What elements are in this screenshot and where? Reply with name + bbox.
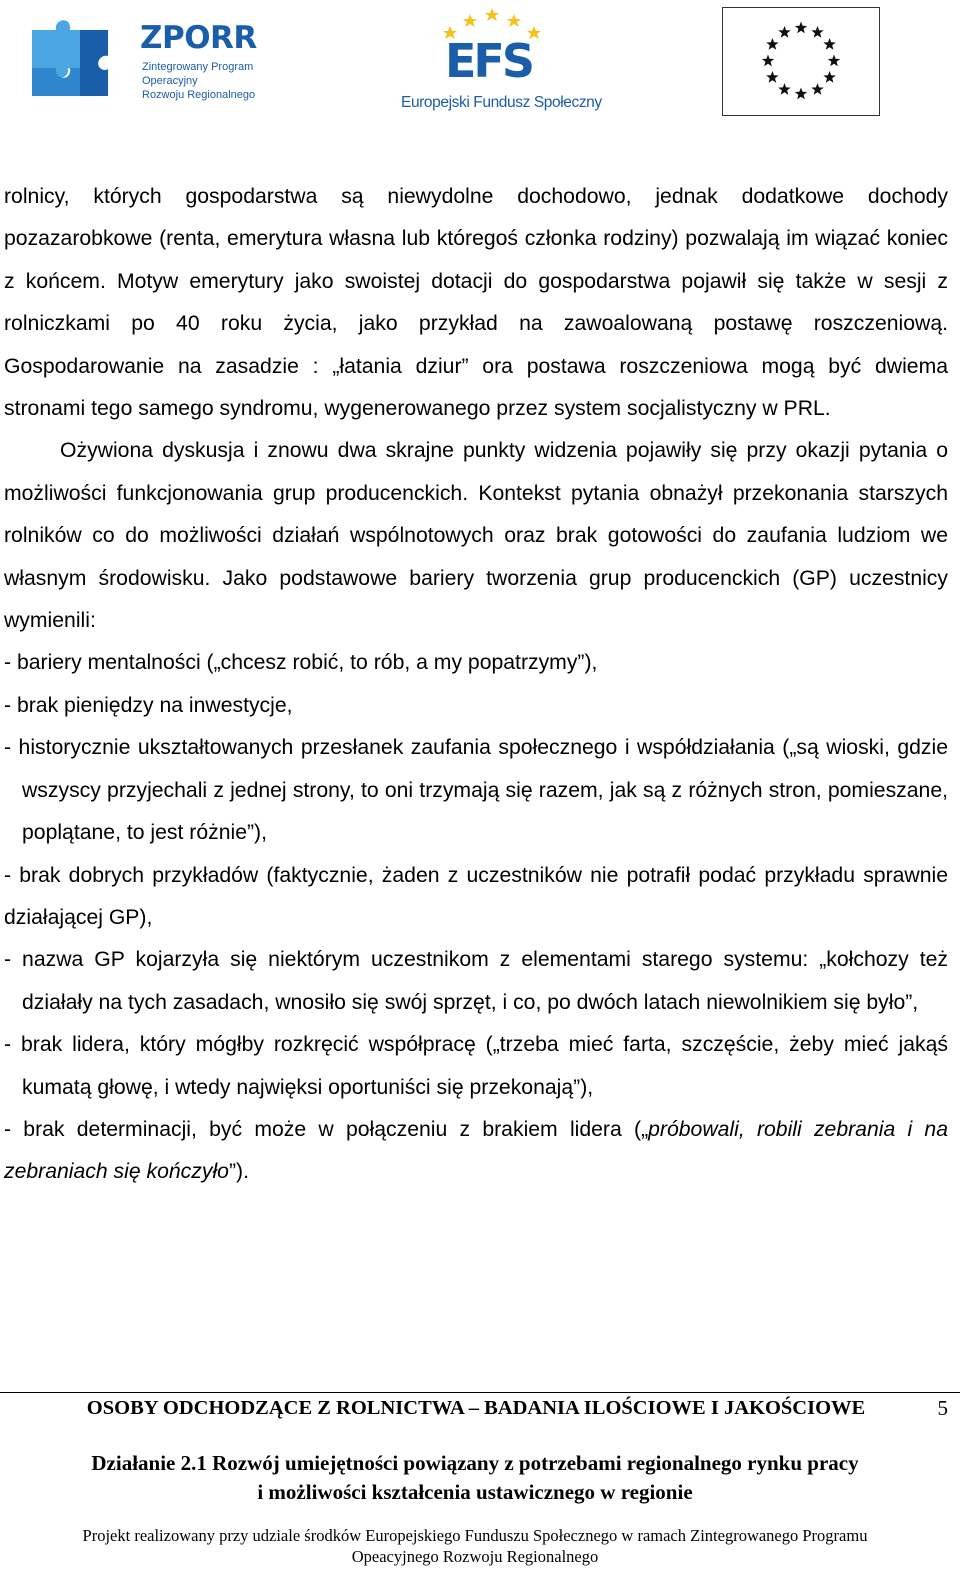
paragraph — [4, 727, 948, 854]
eu-star — [828, 55, 840, 67]
paragraph — [4, 855, 948, 940]
zporr-subtitle-line: Rozwoju Regionalnego — [142, 89, 256, 101]
project-line: Projekt realizowany przy udziale środków Europejskiego Funduszu Społecznego w ramach Zintegrowanego Programu — [82, 1526, 868, 1545]
efs-wordmark: EFS — [445, 34, 532, 88]
zporr-subtitle-line: Operacyjny — [142, 75, 198, 87]
paragraph — [4, 1109, 948, 1194]
paragraph-text: ”). — [228, 1160, 249, 1184]
paragraph-text: - brak pieniędzy na inwestycje, — [4, 693, 293, 717]
zporr-title: ZPORR — [140, 20, 257, 56]
paragraph-text: Ożywiona dyskusja i znowu dwa skrajne punkty widzenia pojawiły się przy okazji pytania o możliwości funkcjonowania grup producenckich. Kontekst pytania obnażył przekonania starszych rolników co do możliwości działań wspólnotowych oraz brak gotowości do zaufania ludziom we własnym środowisku. Jako podstawowe bariery tworzenia grup producenckich (GP) uczestnicy wymienili: — [4, 439, 948, 633]
document-body — [4, 176, 948, 1194]
eu-stars-icon — [723, 8, 879, 115]
zporr-subtitle-line: Zintegrowany Program — [142, 61, 254, 73]
footer-title: OSOBY ODCHODZĄCE Z ROLNICTWA – BADANIA ILOŚCIOWE I JAKOŚCIOWE — [86, 1397, 866, 1419]
eu-star — [795, 22, 807, 34]
measure-line: Działanie 2.1 Rozwój umiejętności powiązany z potrzebami regionalnego rynku pracy — [91, 1451, 859, 1475]
eu-star — [766, 38, 778, 50]
paragraph-text: - brak lidera, który mógłby rozkręcić współpracę („trzeba mieć farta, szczęście, żeby mieć jakąś kumatą głowę, i wtedy najwięksi oportuniści się przekonają”), — [4, 1033, 948, 1099]
project-note — [0, 1525, 950, 1567]
paragraph-text: rolnicy, których gospodarstwa są niewydolne dochodowo, jednak dodatkowe dochody pozazarobkowe (renta, emerytura własna lub któregoś członka rodziny) pozwalają im wiązać koniec z końcem. Motyw emerytury jako swoistej dotacji do gospodarstwa pojawił się także w sesji z rolniczkami po 40 roku życia, jako przykład na zawoalowaną postawę roszczeniową. Gospodarowanie na zasadzie : „łatania dziur” ora postawa roszczeniowa mogą być dwiema stronami tego samego syndromu, wygenerowanego przez system socjalistyczny w PRL. — [4, 185, 948, 421]
eu-flag — [722, 7, 880, 116]
measure-title — [0, 1449, 950, 1507]
zporr-logo — [22, 10, 262, 110]
eu-star — [778, 26, 790, 38]
page-number: 5 — [937, 1396, 948, 1420]
quote-italic: próbowali, robili zebrania i na zebraniach się kończyło — [4, 1117, 949, 1184]
efs-logo — [395, 4, 602, 116]
paragraph — [4, 176, 948, 430]
project-line: Opeacyjnego Rozwoju Regionalnego — [351, 1547, 599, 1566]
paragraph-text: - historycznie ukształtowanych przesłanek zaufania społecznego i współdziałania („są wioski, gdzie wszyscy przyjechali z jednej strony, to oni trzymają się razem, jak są z różnych stron, pomieszane, poplątane, to jest różnie”), — [4, 736, 948, 845]
paragraph — [4, 939, 948, 1024]
eu-star — [823, 71, 835, 83]
paragraph — [4, 1024, 948, 1109]
paragraph — [4, 685, 948, 727]
paragraph — [4, 430, 948, 642]
eu-star — [766, 71, 778, 83]
zporr-subtitle — [142, 60, 255, 102]
efs-name: Europejski Fundusz Społeczny — [401, 94, 602, 111]
paragraph-text: - bariery mentalności („chcesz robić, to rób, a my popatrzymy”), — [4, 651, 598, 675]
measure-line: i możliwości kształcenia ustawicznego w regionie — [257, 1480, 693, 1504]
puzzle-icon — [22, 10, 118, 106]
paragraph-text: - brak determinacji, być może w połączeniu z brakiem lidera („ — [4, 1117, 649, 1141]
eu-star — [811, 83, 823, 95]
eu-star — [795, 88, 807, 100]
footer-divider — [0, 1392, 960, 1393]
paragraph-text: - brak dobrych przykładów (faktycznie, żaden z uczestników nie potrafił podać przykładu sprawnie działającej GP), — [4, 863, 948, 929]
eu-star — [762, 55, 774, 67]
eu-star — [778, 83, 790, 95]
paragraph-text: - nazwa GP kojarzyła się niektórym uczestnikom z elementami starego systemu: „kołchozy też działały na tych zasadach, wnosiło się swój sprzęt, i co, po dwóch latach niewolnikiem się było”, — [4, 948, 948, 1014]
eu-star — [811, 26, 823, 38]
paragraph — [4, 642, 948, 684]
eu-star — [823, 38, 835, 50]
